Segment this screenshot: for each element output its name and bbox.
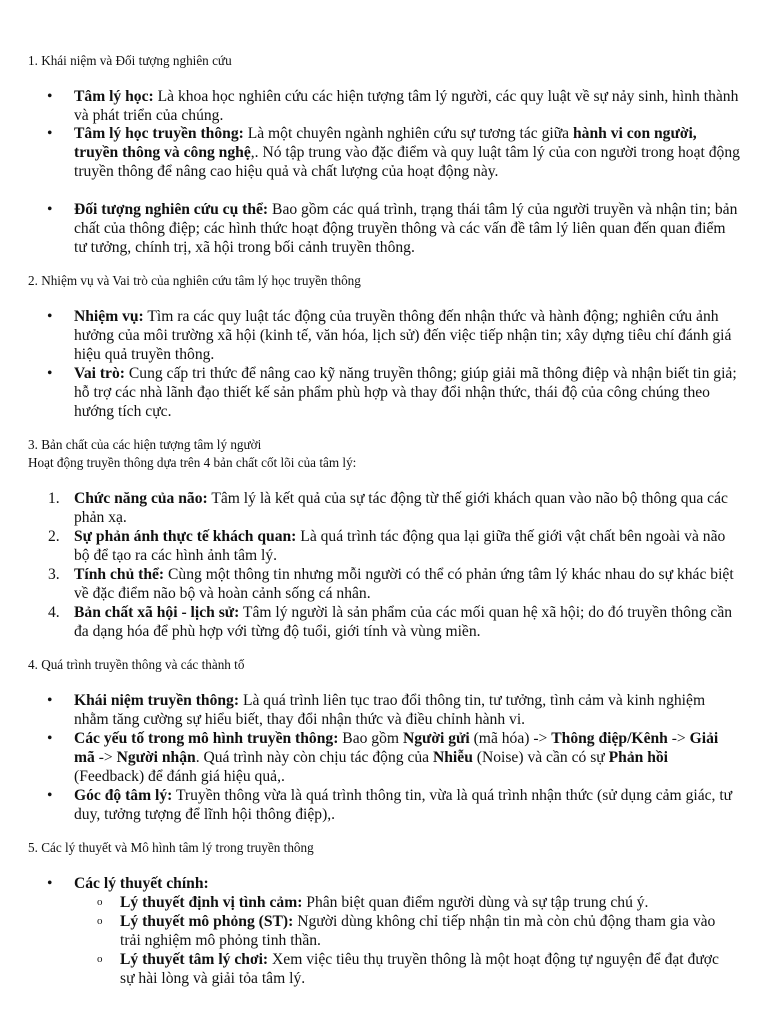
list-item: Góc độ tâm lý: Truyền thông vừa là quá trình thông tin, vừa là quá trình nhận thức (sử dụng cảm giác, tư duy, tưởng tượng để lĩnh hội thông điệp),. xyxy=(74,787,733,823)
list-item: Bản chất xã hội - lịch sử: Tâm lý người là sản phẩm của các mối quan hệ xã hội; do đó truyền thông cần đa dạng hóa để phù hợp với từng độ tuổi, giới tính và vùng miền. xyxy=(74,604,733,640)
section-heading: 5. Các lý thuyết và Mô hình tâm lý trong truyền thông xyxy=(28,840,314,855)
section-intro: Hoạt động truyền thông dựa trên 4 bản chất cốt lõi của tâm lý: xyxy=(28,455,357,470)
section-heading: 1. Khái niệm và Đối tượng nghiên cứu xyxy=(28,53,232,68)
list-item: Sự phản ánh thực tế khách quan: Là quá trình tác động qua lại giữa thế giới vật chất bên ngoài và não bộ để tạo ra các hình ảnh tâm lý. xyxy=(74,528,726,564)
bullet-icon: • xyxy=(47,201,53,218)
list-number: 1. xyxy=(48,490,60,507)
list-item: Vai trò: Cung cấp tri thức để nâng cao kỹ năng truyền thông; giúp giải mã thông điệp và nhận biết tin giả; hỗ trợ các nhà lãnh đạo thiết kế sản phẩm phù hợp và thay đổi nhận thức, thái độ của công chúng theo hướng tích cực. xyxy=(74,365,737,420)
list-item: Nhiệm vụ: Tìm ra các quy luật tác động của truyền thông đến nhận thức và hành động; nghiên cứu ảnh hưởng của môi trường xã hội (kinh tế, văn hóa, lịch sử) đến việc tiếp nhận tin; xây dựng tiêu chí đánh giá hiệu quả truyền thông. xyxy=(74,308,732,363)
list-item: Khái niệm truyền thông: Là quá trình liên tục trao đổi thông tin, tư tưởng, tình cảm và kinh nghiệm nhằm tăng cường sự hiểu biết, thay đổi nhận thức và điều chỉnh hành vi. xyxy=(74,692,706,728)
section-heading: 2. Nhiệm vụ và Vai trò của nghiên cứu tâm lý học truyền thông xyxy=(28,273,361,288)
list-item: Tâm lý học: Là khoa học nghiên cứu các hiện tượng tâm lý người, các quy luật về sự nảy sinh, hình thành và phát triển của chúng. xyxy=(74,88,739,124)
sub-list-item: Lý thuyết tâm lý chơi: Xem việc tiêu thụ truyền thông là một hoạt động tự nguyện để đạt được sự hài lòng và giải tỏa tâm lý. xyxy=(120,951,719,987)
list-item: Tính chủ thể: Cùng một thông tin nhưng mỗi người có thể có phản ứng tâm lý khác nhau do sự khác biệt về đặc điểm não bộ và hoàn cảnh sống cá nhân. xyxy=(74,566,734,602)
list-item: Đối tượng nghiên cứu cụ thể: Bao gồm các quá trình, trạng thái tâm lý của người truyền và nhận tin; bản chất của thông điệp; các hình thức hoạt động truyền thông và các vấn đề tâm lý liên quan đến quan điểm tư tưởng, chính trị, xã hội trong bối cảnh truyền thông. xyxy=(74,201,738,256)
section-heading: 3. Bản chất của các hiện tượng tâm lý người xyxy=(28,437,262,452)
list-item: Chức năng của não: Tâm lý là kết quả của sự tác động từ thế giới khách quan vào não bộ thông qua các phản xạ. xyxy=(74,490,728,526)
sub-list-item: Lý thuyết mô phỏng (ST): Người dùng không chỉ tiếp nhận tin mà còn chủ động tham gia vào trải nghiệm mô phỏng tinh thần. xyxy=(120,913,716,949)
bullet-icon: • xyxy=(47,125,53,142)
list-item: Các lý thuyết chính: xyxy=(74,875,209,892)
bullet-icon: • xyxy=(47,308,53,325)
sub-list-item: Lý thuyết định vị tình cảm: Phân biệt quan điểm người dùng và sự tập trung chú ý. xyxy=(120,894,649,911)
bullet-icon: • xyxy=(47,787,53,804)
list-item: Các yếu tố trong mô hình truyền thông: Bao gồm Người gửi (mã hóa) -> Thông điệp/Kênh -> Giải mã -> Người nhận. Quá trình này còn chịu tác động của Nhiễu (Noise) và cần có sự Phản hồi (Feedback) để đánh giá hiệu quả,. xyxy=(74,730,719,785)
bullet-icon: • xyxy=(47,730,53,747)
bullet-icon: • xyxy=(47,875,53,892)
list-number: 4. xyxy=(48,604,60,621)
bullet-icon: • xyxy=(47,692,53,709)
circle-bullet-icon: o xyxy=(97,896,103,908)
list-number: 3. xyxy=(48,566,60,583)
circle-bullet-icon: o xyxy=(97,953,103,965)
list-item: Tâm lý học truyền thông: Là một chuyên ngành nghiên cứu sự tương tác giữa hành vi con người, truyền thông và công nghệ,. Nó tập trung vào đặc điểm và quy luật tâm lý của con người trong hoạt động truyền thông để nâng cao hiệu quả và chất lượng của hoạt động này. xyxy=(74,125,740,180)
bullet-icon: • xyxy=(47,88,53,105)
bullet-icon: • xyxy=(47,365,53,382)
section-heading: 4. Quá trình truyền thông và các thành tố xyxy=(28,657,245,672)
circle-bullet-icon: o xyxy=(97,915,103,927)
list-number: 2. xyxy=(48,528,60,545)
